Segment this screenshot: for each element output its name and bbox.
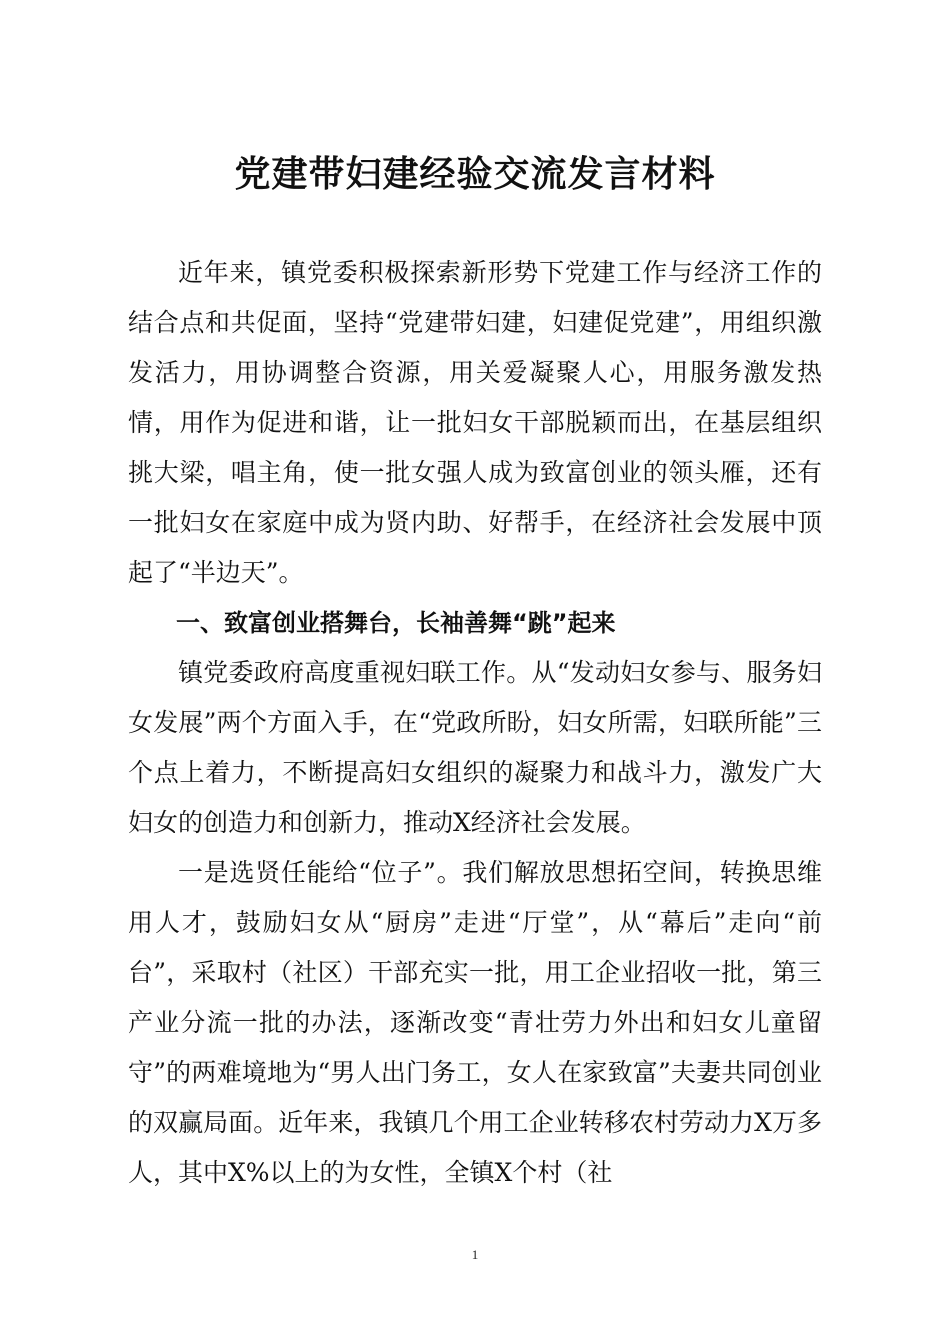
paragraph-section-1: 镇党委政府高度重视妇联工作。从“发动妇女参与、服务妇女发展”两个方面入手，在“党政所盼，妇女所需，妇联所能”三个点上着力，不断提高妇女组织的凝聚力和战斗力，激发广大妇女的创造力和创新力，推动X经济社会发展。	[128, 658, 822, 837]
document-body	[128, 248, 822, 1198]
section-heading-1: 一、致富创业搭舞台，长袖善舞“跳”起来	[176, 609, 616, 637]
paragraph-point-1-lead: 一是选贤任能给“位子”。	[178, 858, 463, 887]
paragraph-point-1	[128, 848, 822, 1198]
document-title: 党建带妇建经验交流发言材料	[234, 153, 716, 195]
paragraph-point-1-text: 我们解放思想拓空间，转换思维用人才，鼓励妇女从“厨房”走进“厅堂”，从“幕后”走向“前台”，采取村（社区）干部充实一批，用工企业招收一批，第三产业分流一批的办法，逐渐改变“青壮劳力外出和妇女儿童留守”的两难境地为“男人出门务工，女人在家致富”夫妻共同创业的双赢局面。近年来，我镇几个用工企业转移农村劳动力X万多人，其中X%以上的为女性，全镇X个村（社	[128, 858, 822, 1187]
paragraph-intro: 近年来，镇党委积极探索新形势下党建工作与经济工作的结合点和共促面，坚持“党建带妇建，妇建促党建”，用组织激发活力，用协调整合资源，用关爱凝聚人心，用服务激发热情，用作为促进和谐，让一批妇女干部脱颖而出，在基层组织挑大梁，唱主角，使一批女强人成为致富创业的领头雁，还有一批妇女在家庭中成为贤内助、好帮手，在经济社会发展中顶起了“半边天”。	[128, 258, 822, 587]
page-number: 1	[471, 1247, 479, 1262]
